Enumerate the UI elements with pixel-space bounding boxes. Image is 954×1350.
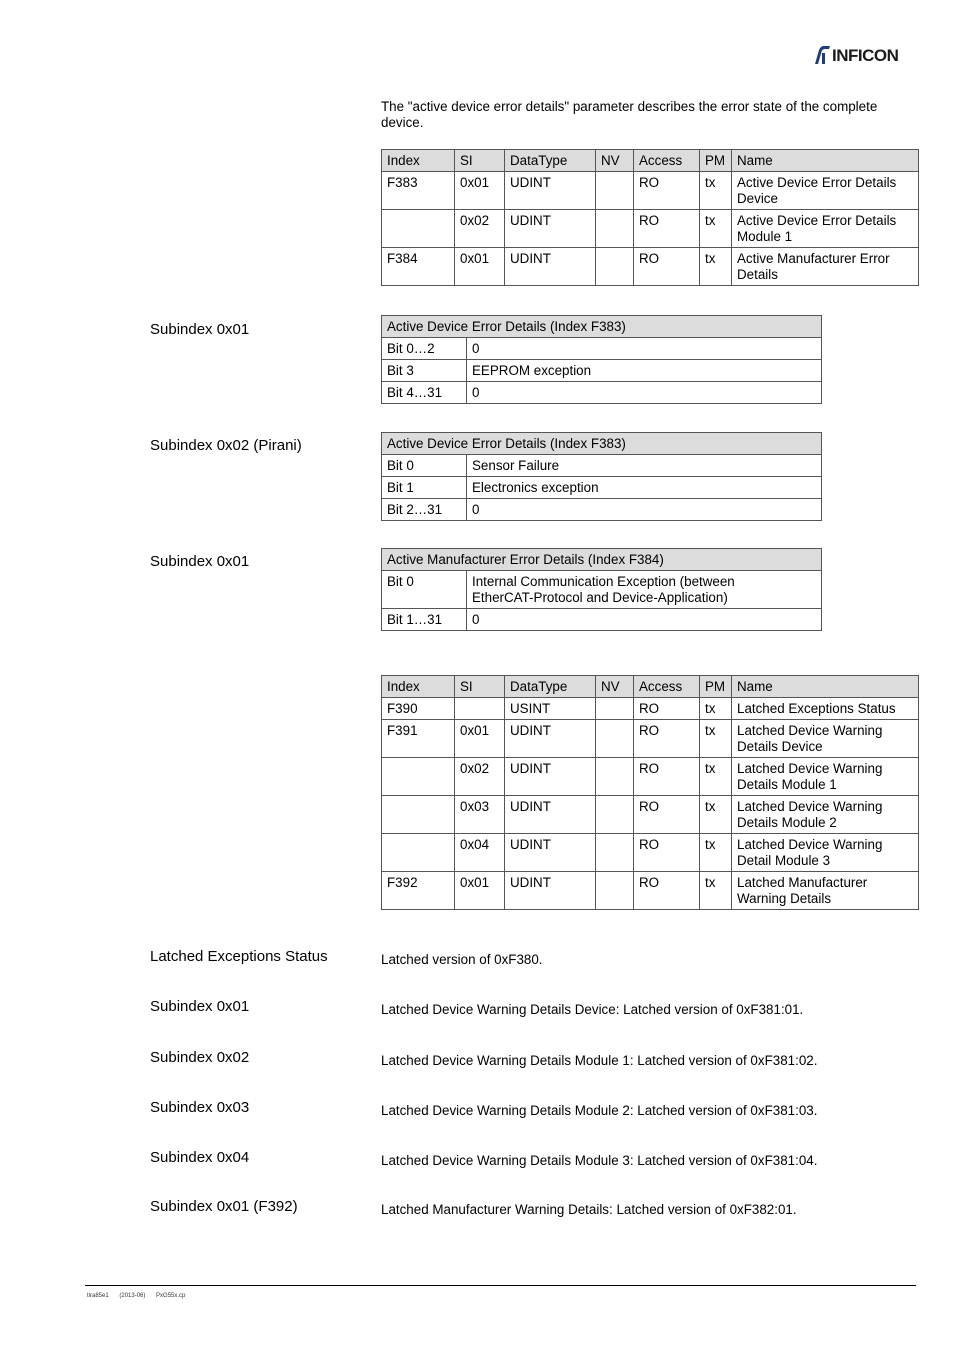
table-header-row [382,676,919,698]
table-row [382,571,822,609]
cell-pm: tx [700,172,732,210]
footer-doc-id: tira85e1 [87,1293,109,1299]
table-row [382,477,822,499]
cell-datatype: UDINT [505,248,596,286]
intro-text: The "active device error details" parameter describes the error state of the complete device. [381,99,878,130]
inficon-logo [812,44,916,68]
cell-meaning: Electronics exception [467,477,822,499]
table-row [382,834,919,872]
table-row [382,248,919,286]
description-text: Latched Manufacturer Warning Details: Latched version of 0xF382:01. [381,1202,797,1217]
cell-index: F390 [382,698,455,720]
header-pm: PM [700,150,732,172]
cell-pm: tx [700,758,732,796]
header-name: Name [732,676,919,698]
cell-meaning: 0 [467,338,822,360]
table-row [382,698,919,720]
cell-access: RO [634,698,700,720]
bit-table [381,548,822,631]
table-row [382,499,822,521]
cell-nv [596,210,634,248]
inficon-logo-icon [812,44,832,66]
cell-pm: tx [700,720,732,758]
cell-nv [596,698,634,720]
cell-bit: Bit 0 [382,455,467,477]
header-index: Index [382,676,455,698]
cell-index [382,834,455,872]
table-row [382,758,919,796]
cell-si [455,698,505,720]
cell-name: Latched Device Warning Details Module 2 [732,796,919,834]
cell-bit: Bit 1 [382,477,467,499]
cell-meaning: EEPROM exception [467,360,822,382]
section-label: Subindex 0x02 (Pirani) [150,437,302,454]
cell-nv [596,834,634,872]
description-text: Latched Device Warning Details Module 3: Latched version of 0xF381:04. [381,1153,818,1168]
cell-index [382,758,455,796]
cell-meaning: Internal Communication Exception (between EtherCAT-Protocol and Device-Application) [467,571,822,609]
cell-datatype: UDINT [505,210,596,248]
cell-bit: Bit 0…2 [382,338,467,360]
bit-table-title-row [382,316,822,338]
brand-name: INFICON [832,46,899,65]
table-header-row [382,150,919,172]
description-text: Latched version of 0xF380. [381,952,543,967]
cell-nv [596,248,634,286]
cell-index: F384 [382,248,455,286]
cell-si: 0x03 [455,796,505,834]
cell-index [382,796,455,834]
bit-table-title: Active Manufacturer Error Details (Index F384) [382,549,822,571]
cell-access: RO [634,172,700,210]
table-row [382,872,919,910]
cell-pm: tx [700,248,732,286]
cell-pm: tx [700,872,732,910]
cell-bit: Bit 2…31 [382,499,467,521]
bit-table-title-row [382,549,822,571]
cell-datatype: USINT [505,698,596,720]
cell-bit: Bit 3 [382,360,467,382]
table-row [382,455,822,477]
footer-divider [85,1285,916,1286]
cell-name: Active Device Error Details Module 1 [732,210,919,248]
table-row [382,210,919,248]
cell-name: Latched Exceptions Status [732,698,919,720]
cell-name: Latched Device Warning Details Device [732,720,919,758]
cell-name: Active Manufacturer Error Details [732,248,919,286]
header-name: Name [732,150,919,172]
cell-access: RO [634,248,700,286]
cell-access: RO [634,834,700,872]
cell-si: 0x02 [455,758,505,796]
description-label: Subindex 0x01 (F392) [150,1198,298,1215]
cell-access: RO [634,872,700,910]
header-si: SI [455,150,505,172]
description-label: Subindex 0x03 [150,1099,250,1116]
cell-name: Active Device Error Details Device [732,172,919,210]
header-nv: NV [596,676,634,698]
cell-index: F392 [382,872,455,910]
cell-name: Latched Device Warning Details Module 1 [732,758,919,796]
cell-bit: Bit 0 [382,571,467,609]
description-label: Subindex 0x01 [150,998,250,1015]
cell-nv [596,872,634,910]
cell-si: 0x01 [455,720,505,758]
cell-bit: Bit 4…31 [382,382,467,404]
cell-si: 0x01 [455,172,505,210]
cell-access: RO [634,796,700,834]
cell-datatype: UDINT [505,758,596,796]
header-si: SI [455,676,505,698]
footer-date: (2013-06) [119,1293,146,1299]
header-datatype: DataType [505,150,596,172]
cell-nv [596,720,634,758]
table-row [382,382,822,404]
cell-datatype: UDINT [505,834,596,872]
bit-table-title: Active Device Error Details (Index F383) [382,433,822,455]
description-text: Latched Device Warning Details Module 2: Latched version of 0xF381:03. [381,1103,818,1118]
bit-table-title: Active Device Error Details (Index F383) [382,316,822,338]
cell-index: F391 [382,720,455,758]
description-label: Latched Exceptions Status [150,948,328,965]
cell-index [382,210,455,248]
table-row [382,360,822,382]
cell-index: F383 [382,172,455,210]
error-details-table [381,149,919,286]
cell-meaning: 0 [467,499,822,521]
table-row [382,338,822,360]
header-access: Access [634,150,700,172]
bit-table-title-row [382,433,822,455]
cell-meaning: 0 [467,382,822,404]
latched-warnings-table [381,675,919,910]
header-pm: PM [700,676,732,698]
description-label: Subindex 0x02 [150,1049,250,1066]
description-label: Subindex 0x04 [150,1149,250,1166]
header-access: Access [634,676,700,698]
cell-meaning: Sensor Failure [467,455,822,477]
footer-file: PxG55x.cp [156,1293,186,1299]
cell-access: RO [634,758,700,796]
description-text: Latched Device Warning Details Device: Latched version of 0xF381:01. [381,1002,804,1017]
table-row [382,609,822,631]
section-label: Subindex 0x01 [150,321,250,338]
cell-datatype: UDINT [505,172,596,210]
cell-nv [596,172,634,210]
cell-nv [596,758,634,796]
cell-si: 0x04 [455,834,505,872]
cell-pm: tx [700,698,732,720]
cell-pm: tx [700,796,732,834]
header-index: Index [382,150,455,172]
cell-meaning: 0 [467,609,822,631]
cell-datatype: UDINT [505,872,596,910]
footer [87,1293,194,1299]
cell-nv [596,796,634,834]
cell-pm: tx [700,834,732,872]
header-datatype: DataType [505,676,596,698]
cell-access: RO [634,720,700,758]
bit-table [381,315,822,404]
cell-pm: tx [700,210,732,248]
cell-si: 0x01 [455,872,505,910]
section-label: Subindex 0x01 [150,553,250,570]
cell-datatype: UDINT [505,796,596,834]
header-nv: NV [596,150,634,172]
bit-table [381,432,822,521]
table-row [382,720,919,758]
cell-si: 0x01 [455,248,505,286]
cell-name: Latched Manufacturer Warning Details [732,872,919,910]
cell-access: RO [634,210,700,248]
table-row [382,172,919,210]
description-text: Latched Device Warning Details Module 1: Latched version of 0xF381:02. [381,1053,818,1068]
cell-bit: Bit 1…31 [382,609,467,631]
table-row [382,796,919,834]
cell-datatype: UDINT [505,720,596,758]
cell-name: Latched Device Warning Detail Module 3 [732,834,919,872]
cell-si: 0x02 [455,210,505,248]
